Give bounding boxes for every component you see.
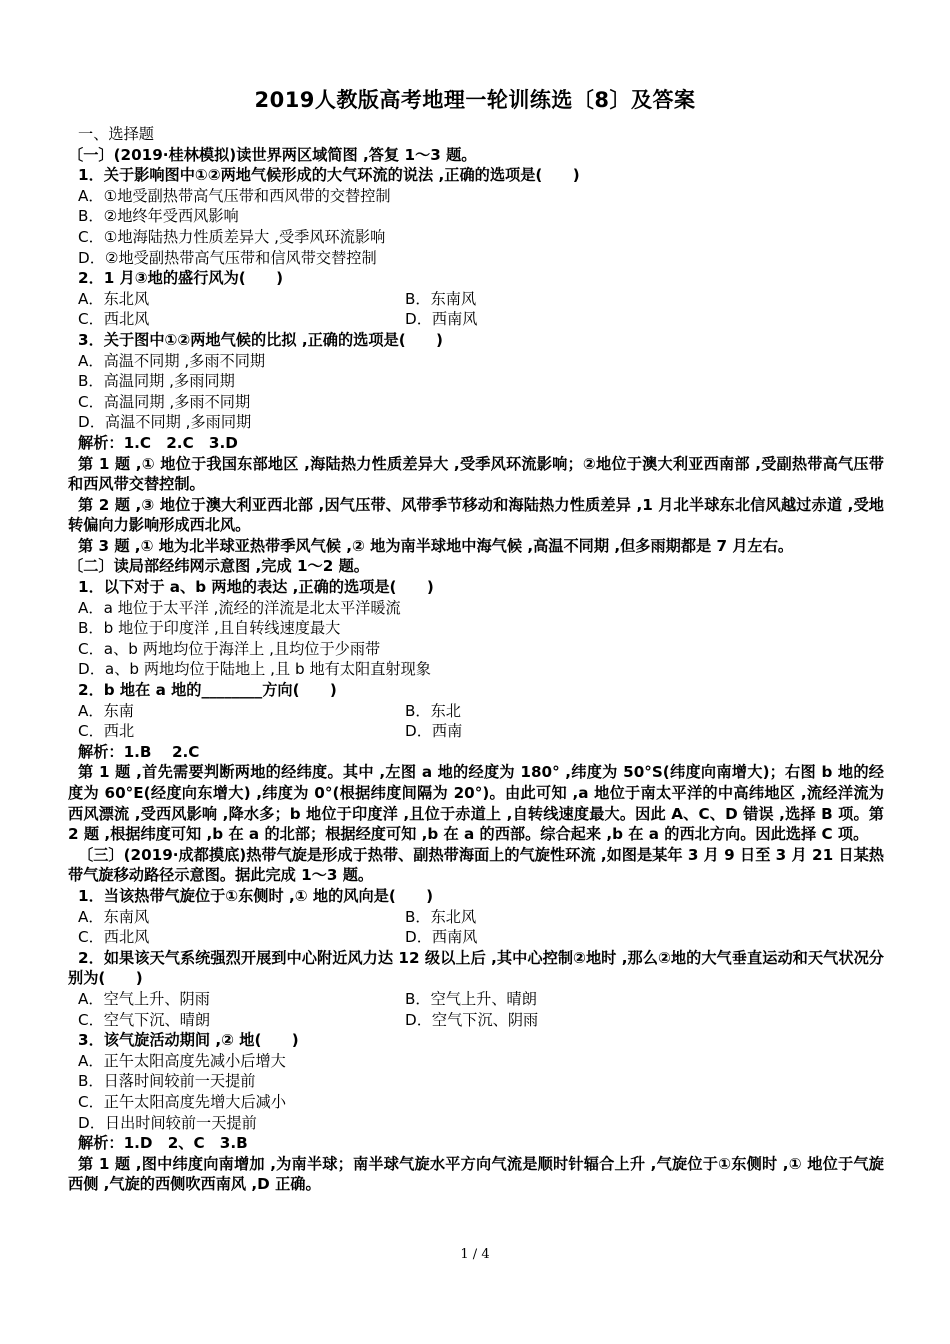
option: B．东北 (405, 701, 461, 720)
option: C．西北风 (78, 928, 150, 947)
question: 1．关于影响图中①②两地气候形成的大气环流的说法 ,正确的选项是( ) (78, 166, 580, 185)
question: 1．以下对于 a、b 两地的表达 ,正确的选项是( ) (78, 578, 434, 597)
document-title: 2019人教版高考地理一轮训练选〔8〕及答案 (254, 88, 696, 112)
option: D．西南风 (405, 310, 478, 329)
group1-intro-text: 读世界两区域简图 ,答复 1～3 题。 (236, 145, 477, 164)
group2-intro: 〔二〕读局部经纬网示意图 ,完成 1～2 题。 (68, 557, 369, 576)
group3-intro (68, 845, 884, 886)
document-body (68, 124, 884, 1195)
option: D．a、b 两地均位于陆地上 ,且 b 地有太阳直射现象 (78, 660, 431, 679)
explanation: 第 2 题 ,③ 地位于澳大利亚西北部 ,因气压带、风带季节移动和海陆热力性质差异 ,1 月北半球东北信风越过赤道 ,受地转偏向力影响形成西北风。 (68, 495, 884, 535)
option-row (68, 721, 884, 742)
option-row (68, 1010, 884, 1031)
answer-key: 解析：1.B 2.C (78, 742, 200, 761)
question: 2．1 月③地的盛行风为( ) (78, 269, 284, 288)
option: D．②地受副热带高气压带和信风带交替控制 (78, 248, 377, 267)
group3-intro-text: 热带气旋是形成于热带、副热带海面上的气旋性环流 ,如图是某年 3 月 9 日至 3 月 21 日某热带气旋移动路径示意图。据此完成 1～3 题。 (68, 845, 884, 885)
page-number: 1 / 4 (460, 1247, 490, 1262)
option: C．a、b 两地均位于海洋上 ,且均位于少雨带 (78, 639, 381, 658)
option: D．日出时间较前一天提前 (78, 1113, 257, 1132)
option: C．西北风 (78, 310, 150, 329)
option: C．正午太阳高度先增大后减小 (78, 1092, 287, 1111)
option-row (68, 989, 884, 1010)
question: 3．关于图中①②两地气候的比拟 ,正确的选项是( ) (78, 330, 443, 349)
option: B．东北风 (405, 907, 477, 926)
group3-intro-source: (2019·成都摸底) (123, 845, 247, 864)
option-row (68, 701, 884, 722)
option: D．西南 (405, 722, 463, 741)
option: A．高温不同期 ,多雨不同期 (78, 351, 266, 370)
option: A．①地受副热带高气压带和西风带的交替控制 (78, 186, 391, 205)
option: C．高温同期 ,多雨不同期 (78, 392, 251, 411)
option: A．东南 (78, 701, 134, 720)
option: B．空气上升、晴朗 (405, 989, 537, 1008)
option: C．①地海陆热力性质差异大 ,受季风环流影响 (78, 227, 386, 246)
question: 3．该气旋活动期间 ,② 地( ) (78, 1031, 299, 1050)
option: A．a 地位于太平洋 ,流经的洋流是北太平洋暖流 (78, 598, 401, 617)
explanation: 第 1 题 ,图中纬度向南增加 ,为南半球；南半球气旋水平方向气流是顺时针辐合上升 ,气旋位于①东侧时 ,① 地位于气旋西侧 ,气旋的西侧吹西南风 ,D 正确。 (68, 1154, 884, 1194)
explanation: 第 1 题 ,首先需要判断两地的经纬度。其中 ,左图 a 地的经度为 180° ,纬度为 50°S(纬度向南增大)；右图 b 地的经度为 60°E(经度向东增大) ,纬度为 0°(根据纬度间隔为 20°)。由此可知 ,a 地位于南太平洋的中高纬地区 ,流经洋流为西风漂流 ,受西风影响 ,降水多；b 地位于印度洋 ,且位于赤道上 ,自转线速度最大。因此 A、C、D 错误 ,选择 B 项。第 2 题 ,根据纬度可知 ,b 在 a 的北部；根据经度可知 ,b 在 a 的西部。综合起来 ,b 在 a 的西北方向。因此选择 C 项。 (68, 763, 884, 844)
answer-key: 解析：1.D 2、C 3.B (78, 1134, 248, 1153)
option: D．西南风 (405, 928, 478, 947)
option: D．空气下沉、阴雨 (405, 1010, 539, 1029)
option: C．西北 (78, 722, 135, 741)
option-row (68, 907, 884, 928)
option-row (68, 309, 884, 330)
explanation: 第 1 题 ,① 地位于我国东部地区 ,海陆热力性质差异大 ,受季风环流影响；②地位于澳大利亚西南部 ,受副热带高气压带和西风带交替控制。 (68, 454, 884, 494)
option: A．空气上升、阴雨 (78, 989, 210, 1008)
section-heading: 一、选择题 (78, 125, 154, 143)
option-row (68, 927, 884, 948)
option: C．空气下沉、晴朗 (78, 1010, 211, 1029)
option: B．②地终年受西风影响 (78, 207, 239, 226)
option: B．高温同期 ,多雨同期 (78, 372, 235, 391)
option: D．高温不同期 ,多雨同期 (78, 413, 252, 432)
option: B．日落时间较前一天提前 (78, 1072, 256, 1091)
answer-key: 解析：1.C 2.C 3.D (78, 433, 238, 452)
option: A．东北风 (78, 289, 150, 308)
option: B．b 地位于印度洋 ,且自转线速度最大 (78, 619, 341, 638)
question: 2．如果该天气系统强烈开展到中心附近风力达 12 级以上后 ,其中心控制②地时 ,那么②地的大气垂直运动和天气状况分别为( ) (68, 948, 884, 988)
group3-intro-prefix: 〔三〕 (78, 845, 124, 864)
question: 1．当该热带气旋位于①东侧时 ,① 地的风向是( ) (78, 886, 434, 905)
explanation: 第 3 题 ,① 地为北半球亚热带季风气候 ,② 地为南半球地中海气候 ,高温不同期 ,但多雨期都是 7 月左右。 (78, 536, 794, 555)
question: 2．b 地在 a 地的________方向( ) (78, 681, 337, 700)
option: B．东南风 (405, 289, 477, 308)
option: A．正午太阳高度先减小后增大 (78, 1051, 286, 1070)
group1-intro-source: (2019·桂林模拟) (113, 145, 237, 164)
option: A．东南风 (78, 907, 150, 926)
group1-intro (68, 145, 884, 166)
option-row (68, 289, 884, 310)
group1-intro-prefix: 〔一〕 (68, 145, 114, 164)
